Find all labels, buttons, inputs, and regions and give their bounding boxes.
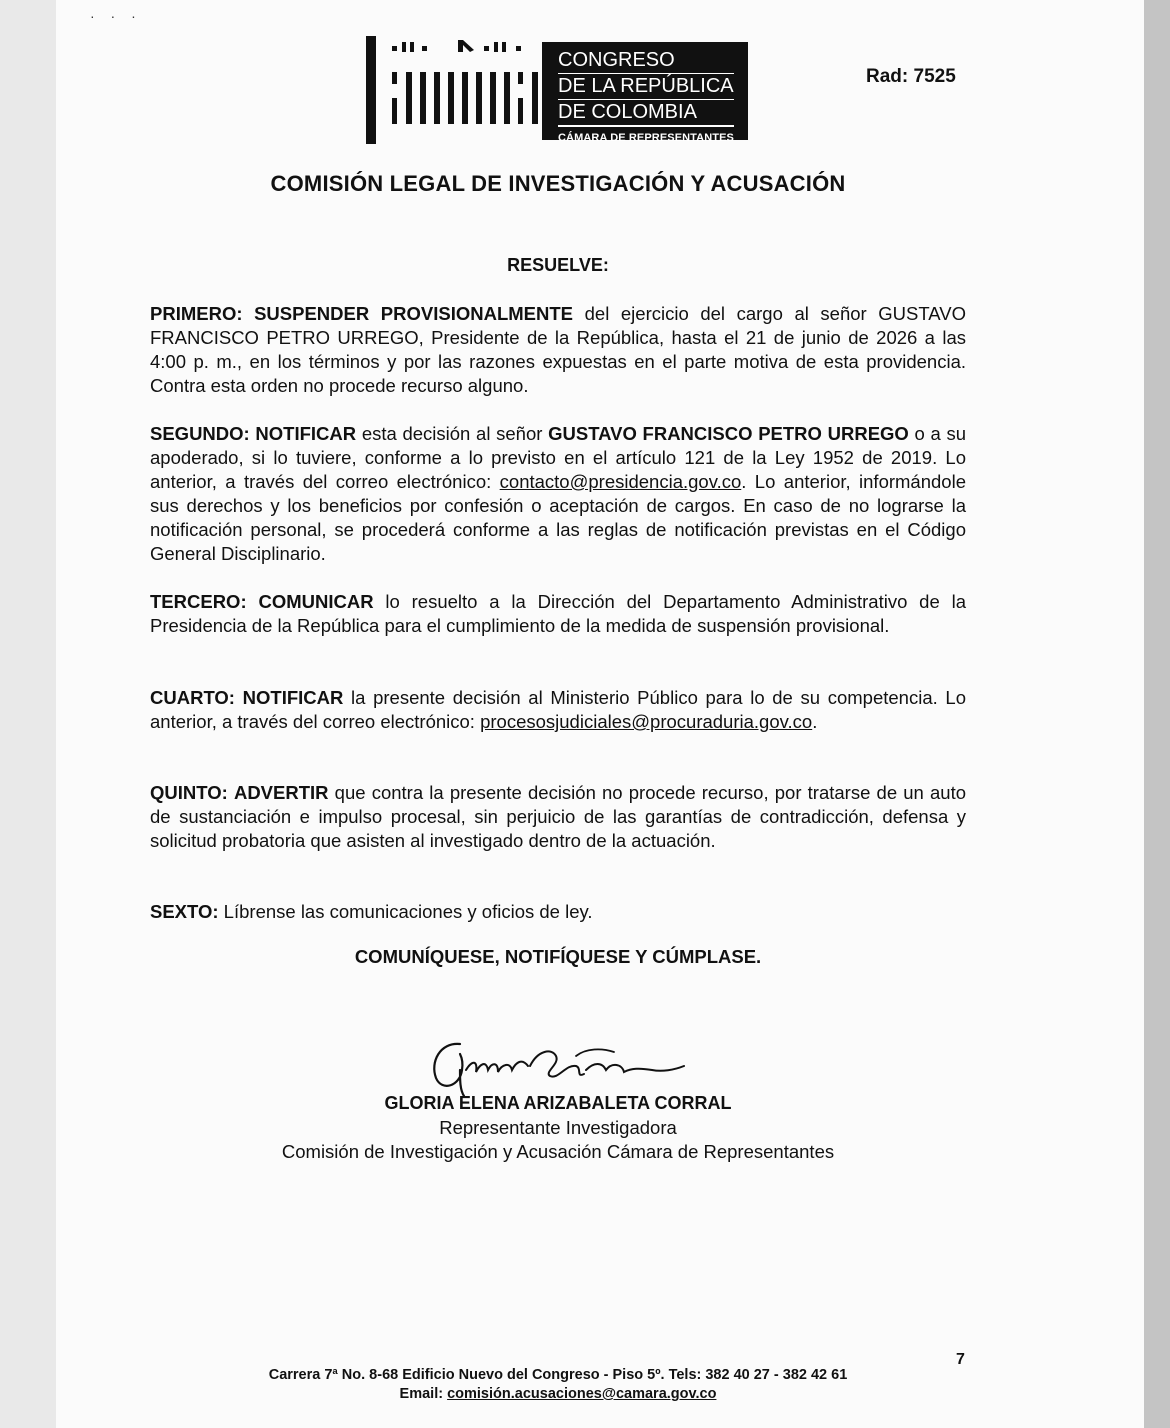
procuraduria-email-link[interactable]: procesosjudiciales@procuraduria.gov.co (480, 711, 813, 732)
logo-line-3: DE COLOMBIA (558, 100, 734, 127)
scan-left-margin (0, 0, 56, 1428)
congreso-logo (366, 36, 748, 144)
article-verb: SUSPENDER PROVISIONALMENTE (254, 303, 574, 324)
article-segundo (150, 422, 966, 566)
resuelve-heading: RESUELVE: (507, 255, 609, 275)
footer-email-link[interactable]: comisión.acusaciones@camara.gov.co (447, 1386, 717, 1402)
footer-email-line (150, 1386, 966, 1402)
person-name: GUSTAVO FRANCISCO PETRO URREGO (548, 423, 909, 444)
article-label: QUINTO: (150, 782, 228, 803)
article-label: SEXTO: (150, 901, 219, 922)
article-text: Líbrense las comunicaciones y oficios de ley. (218, 901, 593, 922)
signatory-organization: Comisión de Investigación y Acusación Cámara de Representantes (281, 1141, 835, 1162)
article-tercero (150, 590, 966, 638)
page-number: 7 (956, 1351, 965, 1368)
logo-line-4: CÁMARA DE REPRESENTANTES (558, 132, 734, 144)
signatory-role: Representante Investigadora (439, 1117, 677, 1138)
closing-formula: COMUNÍQUESE, NOTIFÍQUESE Y CÚMPLASE. (354, 946, 762, 967)
article-verb: COMUNICAR (258, 591, 374, 612)
article-primero (150, 302, 966, 398)
article-label: TERCERO: (150, 591, 247, 612)
article-text: o a su apoderado, si lo tuviere, conforme a lo previsto en el artículo 121 de la Ley 1952 de 2019. Lo anterior, a través del correo electrónico: (150, 423, 967, 492)
logo-line-1: CONGRESO (558, 48, 734, 74)
article-quinto (150, 781, 966, 853)
article-text: del ejercicio del cargo al señor GUSTAVO FRANCISCO PETRO URREGO, Presidente de la República, hasta el 21 de junio de 2026 a las 4:00 p. m., en los términos y por las razones expuestas en el parte motiva de esta providencia. Contra esta orden no procede recurso alguno. (150, 303, 966, 396)
handwritten-signature (426, 1036, 696, 1100)
article-label: CUARTO: (150, 687, 235, 708)
signatory-name: GLORIA ELENA ARIZABALETA CORRAL (384, 1093, 732, 1113)
article-text-end: . (812, 711, 818, 732)
article-text: que contra la presente decisión no procede recurso, por tratarse de un auto de sustanciación e impulso procesal, sin perjuicio de las garantías de contradicción, defensa y solicitud probatoria que asisten al investigado dentro de la actuación. (150, 782, 967, 851)
congreso-logo-text (542, 42, 748, 144)
article-verb: ADVERTIR (233, 782, 329, 803)
footer-email-label: Email: (399, 1386, 448, 1402)
article-label: PRIMERO: (150, 303, 243, 324)
article-text: . Lo anterior, informándole sus derechos y los beneficios por confesión o aceptación de cargos. En caso de no lograrse la notificación personal, se procederá conforme a las reglas de notificación previstas en el Código General Disciplinario. (150, 471, 966, 564)
footer-address: Carrera 7ª No. 8-68 Edificio Nuevo del Congreso - Piso 5º. Tels: 382 40 27 - 382 42 61 (268, 1367, 848, 1383)
article-text: esta decisión al señor (356, 423, 549, 444)
capitol-columns-icon (366, 36, 538, 144)
logo-line-2: DE LA REPÚBLICA (558, 74, 734, 100)
article-text: la presente decisión al Ministerio Público para lo de su competencia. Lo anterior, a través del correo electrónico: (150, 687, 966, 732)
article-cuarto (150, 686, 966, 734)
scan-right-margin (1144, 0, 1170, 1428)
commission-title: COMISIÓN LEGAL DE INVESTIGACIÓN Y ACUSACIÓN (270, 171, 846, 196)
article-text: lo resuelto a la Dirección del Departamento Administrativo de la Presidencia de la República para el cumplimiento de la medida de suspensión provisional. (150, 591, 966, 636)
article-sexto (150, 900, 966, 924)
scan-specks: · · · (90, 8, 142, 24)
article-verb: NOTIFICAR (242, 687, 344, 708)
presidencia-email-link[interactable]: contacto@presidencia.gov.co (499, 471, 742, 492)
radicado-number: Rad: 7525 (866, 66, 956, 87)
article-verb: NOTIFICAR (255, 423, 357, 444)
article-label: SEGUNDO: (150, 423, 250, 444)
